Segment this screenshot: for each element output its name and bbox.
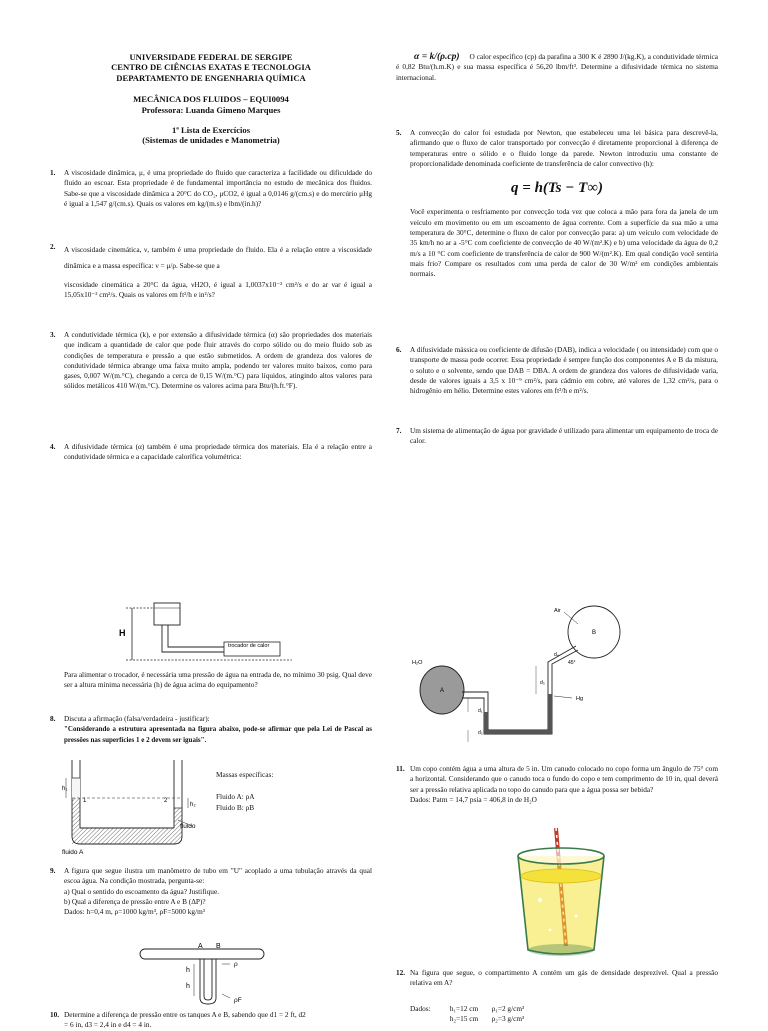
- problem-5-text: A convecção do calor foi estudada por Newton, que estabeleceu uma lei básica para descrevê-la, afirmando que o fluxo de calor transportado por convecção é diretamente proporcional à diferença de temperaturas entre o sólido e o fluido longe da parede. Newton introduziu uma constante de proporcionalidade denominada coeficiente de transferência de calor convectivo (h):: [410, 128, 718, 168]
- fluid-b-density: Fluido B: ρB: [216, 802, 255, 812]
- water-label: H₂O: [412, 660, 423, 666]
- dados-label: Dados:: [410, 1004, 431, 1013]
- problem-4: 4. A difusividade térmica (α) também é uma propriedade térmica dos materiais. Ela é a relação entre a condutividade térmica e a capacidade calorífica volumétrica:: [50, 442, 372, 462]
- d4-label: d₄: [554, 652, 559, 658]
- problem-8: 8. Discuta a afirmação (falsa/verdadeira - justificar): "Considerando a estrutura apresentada na figura abaixo, pode-se afirmar que pela Lei de Pascal as pressões nas superfícies 1 e 2 devem ser iguais".: [50, 714, 372, 744]
- problem-1: 1. A viscosidade dinâmica, μ, é uma propriedade do fluido que caracteriza a facilidade ou dificuldade do fluido ao escoar. Esta propriedade é de fundamental importância no estudo de mecânica dos fluidos. Sabe-se que a viscosidade dinâmica a 20°C do CO₂, μCO2, é igual a 0,0146 g/(cm.s) e do mercúrio μHg é igual a 1,547 g/(cm.s). Quais os valores em kg/(m.s) e lbm/(in.h)?: [50, 168, 372, 208]
- surface-1-label: 1: [83, 798, 87, 804]
- problem-6-text: A difusividade mássica ou coeficiente de difusão (DAB), indica a velocidade ( ou intensidade) com que o transporte de massa pode ocorrer. Essa propriedade é sempre função dos componentes A e B da mistura, o soluto e o solvente, sendo que DAB = DBA. A ordem de grandeza dos valores de difusividade varia, desde de valores iguais a 3,5 x 10⁻⁹ cm²/s, para cádmio em cobre, até valores de 1,32 cm²/s, para o hidrogênio em hélio. Determine estes valores em ft²/h e m²/s.: [410, 345, 718, 396]
- convection-formula: q = h(Ts − T∞): [511, 180, 603, 197]
- u-tube-manometer-figure: [138, 938, 268, 1008]
- two-tanks-mercury-figure: [408, 602, 648, 752]
- pascal-u-tube-figure: [62, 756, 212, 856]
- point-a-label: A: [198, 943, 203, 950]
- heat-exchanger-figure: [112, 600, 302, 664]
- problem-4-cont-text: O calor específico (cp) da parafina a 300 K é 2890 J/(kg.K), a condutividade térmica é 0,82 Btu/(h.m.K) e sua massa específica é 56,20 lbm/ft³. Determine a difusividade térmica no sistema internacional.: [396, 52, 718, 82]
- problem-6: 6. A difusividade mássica ou coeficiente de difusão (DAB), indica a velocidade ( ou intensidade) com que o transporte de massa pode ocorrer. Essa propriedade é sempre função dos componentes A e B da mistura, o soluto e o solvente, sendo que DAB = DBA. A ordem de grandeza dos valores de difusividade varia, desde de valores iguais a 3,5 x 10⁻⁹ cm²/s, para cádmio em cobre, até valores de 1,32 cm²/s, para o hidrogênio em hélio. Determine estes valores em ft²/h e m²/s.: [396, 345, 718, 396]
- point-b-label: B: [216, 943, 221, 950]
- water-density-label: ρ: [234, 961, 238, 968]
- h2-value: h₂=15 cm: [449, 1014, 479, 1024]
- water-surface: [521, 869, 601, 883]
- problem-2-text-b: viscosidade cinemática a 20°C da água, νH2O, é igual a 1,0037x10⁻² cm²/s e do ar νar é igual a 15,05x10⁻² cm²/s. Quais os valores em ft²/h e in²/s?: [64, 280, 372, 300]
- university-name: UNIVERSIDADE FEDERAL DE SERGIPE: [129, 52, 293, 62]
- problem-11: 11. Um copo contém água a uma altura de 5 in. Um canudo colocado no copo forma um ângulo de 75° com a horizontal. Considerando que o canudo toca o fundo do copo e tem comprimento de 10 in, qual deverá ser a pressão relativa aplicada no topo do canudo para que a água possa ser bebida? Dados: Patm = 14,7 psia = 406,8 in de H₂O: [396, 764, 718, 804]
- problem-1-text: A viscosidade dinâmica, μ, é uma propriedade do fluido que caracteriza a facilidade ou dificuldade do fluido ao escoar. Esta propriedade é de fundamental importância no estudo de mecânica dos fluidos. Sabe-se que a viscosidade dinâmica a 20°C do CO₂, μCO2, é igual a 0,0146 g/(cm.s) e do mercúrio μHg é igual a 1,547 g/(cm.s). Quais os valores em kg/(m.s) e lbm/(in.h)?: [64, 168, 372, 208]
- connecting-tube: [462, 646, 576, 730]
- rho2-value: ρ₂=3 g/cm³: [491, 1014, 525, 1024]
- rho1-value: ρ₁=2 g/cm³: [491, 1004, 525, 1013]
- tank-b-label: B: [592, 630, 597, 636]
- professor-name: Professora: Luanda Gimeno Marques: [141, 104, 281, 115]
- u-tube: [200, 959, 216, 1004]
- department-name: DEPARTAMENTO DE ENGENHARIA QUÍMICA: [116, 72, 306, 83]
- diffusivity-formula: α = k/(ρ.cp): [414, 52, 460, 62]
- list-title: 1ª Lista de Exercícios: [171, 125, 251, 136]
- problem-4-text: A difusividade térmica (α) também é uma propriedade térmica dos materiais. Ela é a relação entre a condutividade térmica e a capacidade calorífica volumétrica:: [64, 442, 372, 462]
- problem-10-text-2: = 6 in, d3 = 2,4 in e d4 = 4 in.: [64, 1020, 152, 1030]
- surface-2-label: 2: [164, 798, 168, 804]
- problem-7-continuation: [50, 670, 372, 691]
- list-subtitle: (Sistemas de unidades e Manometria): [142, 135, 280, 146]
- feed-pipe: [162, 625, 224, 652]
- problem-5: 5. A convecção do calor foi estudada por Newton, que estabeleceu uma lei básica para descrevê-la, afirmando que o fluxo de calor transportado por convecção é diretamente proporcional à diferença de temperaturas entre o sólido e o fluido longe da parede. Newton introduziu uma constante de proporcionalidade denominada coeficiente de transferência de calor convectivo (h): q = h(Ts − T∞) Você experimenta o resfriamento por convecção toda vez que coloca a mão para fora da janela de um veículo em movimento ou em um escoamento de água corrente. Com a superfície da sua mão a uma temperatura de 30°C, determine o fluxo de calor por convecção para: a) um veículo com velocidade de 35 km/h no ar a -5°C com coeficiente de convecção de 40 W/(m².K) e b) uma velocidade da água de 0,2 m/s a 10 °C com coeficiente de transferência de calor de 900 W/(m².K). Em qual condição você sentiria mais frio? Compare os resultados com uma perda de calor de 30 W/m² em condições ambientais normais.: [396, 128, 718, 279]
- problem-2-text-a: A viscosidade cinemática, ν, também é uma propriedade do fluido. Ela é a relação entre a viscosidade dinâmica e a massa específica: ν = μ/ρ. Sabe-se que a: [64, 245, 372, 270]
- problem-4-continuation: [396, 52, 718, 83]
- h1-value: h₁=12 cm: [449, 1004, 479, 1013]
- d3-label: d₃: [540, 680, 545, 686]
- h2-label: h₂: [190, 802, 196, 808]
- problem-7: 7. Um sistema de alimentação de água por gravidade é utilizado para alimentar um equipamento de troca de calor.: [396, 426, 718, 446]
- problem-9-b: b) Qual a diferença de pressão entre A e B (ΔP)?: [64, 896, 206, 906]
- fluid-b-region: [72, 778, 80, 798]
- h-label-top: h: [186, 967, 190, 974]
- angle-label: 45°: [568, 660, 576, 666]
- d2-label: d₂: [478, 730, 483, 736]
- heat-exchanger-label: trocador de calor: [228, 643, 270, 649]
- problem-3: 3. A condutividade térmica (k), e por extensão a difusividade térmica (α) são propriedades dos materiais que indicam a quantidade de calor que pode fluir através do corpo sólido ou do meio fluido sob as condições de temperatura e pressão a que estão submetidos. A ordem de grandeza dos valores de condutividade térmica abrange uma faixa muito ampla, podendo ter valores muito baixos, como para gases, 0,007 W/(m.°C), chegando a cerca de 0,15 W/(m.°C) para líquidos, atingindo altos valores para sólidos metálicos 410 W/(m.°C). Determine os valores acima para Btu/(h.ft.°F).: [50, 330, 372, 391]
- problem-9-a: a) Qual o sentido do escoamento da água? Justifique.: [64, 886, 220, 896]
- problem-12-text: Na figura que segue, o compartimento A contém um gás de densidade desprezível. Qual a pressão relativa em A?: [410, 968, 718, 988]
- problem-11-text: Um copo contém água a uma altura de 5 in. Um canudo colocado no copo forma um ângulo de 75° com a horizontal. Considerando que o canudo toca o fundo do copo e tem comprimento de 10 in, qual deverá ser a pressão relativa aplicada no topo do canudo para que a água possa ser bebida?: [410, 764, 718, 794]
- course-title: MECÂNICA DOS FLUIDOS – EQUI0094: [133, 94, 289, 105]
- mercury-right: [548, 694, 552, 734]
- tank-a-label: A: [440, 688, 445, 694]
- problem-2: 2. A viscosidade cinemática, ν, também é uma propriedade do fluido. Ela é a relação entre a viscosidade dinâmica e a massa específica: ν = μ/ρ. Sabe-se que a viscosidade cinemática a 20°C da água, νH2O, é igual a 1,0037x10⁻² cm²/s e do ar νar é igual a 15,05x10⁻² cm²/s. Quais os valores em ft²/h e in²/s?: [50, 242, 372, 300]
- problem-5-text-2: Você experimenta o resfriamento por convecção toda vez que coloca a mão para fora da janela de um veículo em movimento ou em um escoamento de água corrente. Com a superfície da sua mão a uma temperatura de 30°C, determine o fluxo de calor por convecção para: a) um veículo com velocidade de 35 km/h no ar a -5°C com coeficiente de convecção de 40 W/(m².K) e b) uma velocidade da água de 0,2 m/s a 10 °C com coeficiente de transferência de calor de 900 W/(m².K). Em qual condição você sentiria mais frio? Compare os resultados com uma perda de calor de 30 W/m² em condições ambientais normais.: [410, 207, 718, 279]
- fluid-a-label: fluido A: [62, 849, 84, 856]
- problem-10-text: Determine a diferença de pressão entre os tanques A e B, sabendo que d1 = 2 ft, d2: [64, 1010, 306, 1019]
- document-header: [50, 52, 372, 146]
- mercury-label: Hg: [576, 696, 584, 702]
- problem-3-text: A condutividade térmica (k), e por extensão a difusividade térmica (α) são propriedades dos materiais que indicam a quantidade de calor que pode fluir através do corpo sólido ou do meio fluido sob as condições de temperatura e pressão a que estão submetidos. A ordem de grandeza dos valores de condutividade térmica abrange uma faixa muito ampla, podendo ter valores muito baixos, como para gases, 0,007 W/(m.°C), chegando a cerca de 0,15 W/(m.°C) para líquidos, atingindo altos valores para sólidos metálicos 410 W/(m.°C). Determine os valores acima para Btu/(h.ft.°F).: [64, 330, 372, 391]
- height-label: H: [119, 628, 126, 638]
- problem-11-dados: Dados: Patm = 14,7 psia = 406,8 in de H₂O: [410, 794, 537, 804]
- fluid-b-label: fluido: [180, 823, 196, 830]
- problem-9: 9. A figura que segue ilustra um manômetro de tubo em "U" acoplado a uma tubulação através da qual escoa água. Na condição mostrada, pergunta-se: a) Qual o sentido do escoamento da água? Justifique. b) Qual a diferença de pressão entre A e B (ΔP)? Dados: h=0,4 m, ρ=1000 kg/m³, ρF=5000 kg/m³: [50, 866, 372, 917]
- problem-9-text: A figura que segue ilustra um manômetro de tubo em "U" acoplado a uma tubulação através da qual escoa água. Na condição mostrada, pergunta-se:: [64, 866, 372, 886]
- air-label: Air: [554, 608, 561, 614]
- problem-8-text: Discuta a afirmação (falsa/verdadeira - justificar):: [64, 714, 210, 723]
- problem-12: 12. Na figura que segue, o compartimento A contém um gás de densidade desprezível. Qual a pressão relativa em A?: [396, 968, 718, 988]
- problem-12-data: [410, 1004, 610, 1025]
- fluid-density-label: ρF: [234, 997, 242, 1004]
- water-pipe: [140, 949, 264, 959]
- fluid-a-region: [80, 828, 174, 844]
- problem-8-quote: "Considerando a estrutura apresentada na figura abaixo, pode-se afirmar que pela Lei de Pascal as pressões nas superfícies 1 e 2 devem ser iguais".: [64, 725, 372, 744]
- h1-label: h₁: [62, 786, 68, 792]
- fluid-a-density: Fluido A: ρA: [216, 792, 255, 802]
- center-name: CENTRO DE CIÊNCIAS EXATAS E TECNOLOGIA: [111, 62, 311, 73]
- problem-7-cont-text: Para alimentar o trocador, é necessária uma pressão de água na entrada de, no mínimo 30 psig. Qual deve ser a altura mínima necessária (h) de água acima do equipamento?: [64, 670, 372, 690]
- h-label-bottom: h: [186, 983, 190, 990]
- glass-with-straw-figure: [506, 826, 616, 960]
- specific-masses-box: [216, 770, 326, 813]
- problem-9-dados: Dados: h=0,4 m, ρ=1000 kg/m³, ρF=5000 kg/m³: [64, 907, 205, 917]
- d1-label: d₁: [478, 708, 483, 714]
- specific-masses-title: Massas específicas:: [216, 770, 274, 779]
- mercury-left: [484, 712, 488, 734]
- problem-7-text: Um sistema de alimentação de água por gravidade é utilizado para alimentar um equipamento de troca de calor.: [410, 426, 718, 446]
- water-tank: [154, 603, 180, 625]
- problem-10: 10. Determine a diferença de pressão entre os tanques A e B, sabendo que d1 = 2 ft, d2 = 6 in, d3 = 2,4 in e d4 = 4 in.: [50, 1010, 372, 1031]
